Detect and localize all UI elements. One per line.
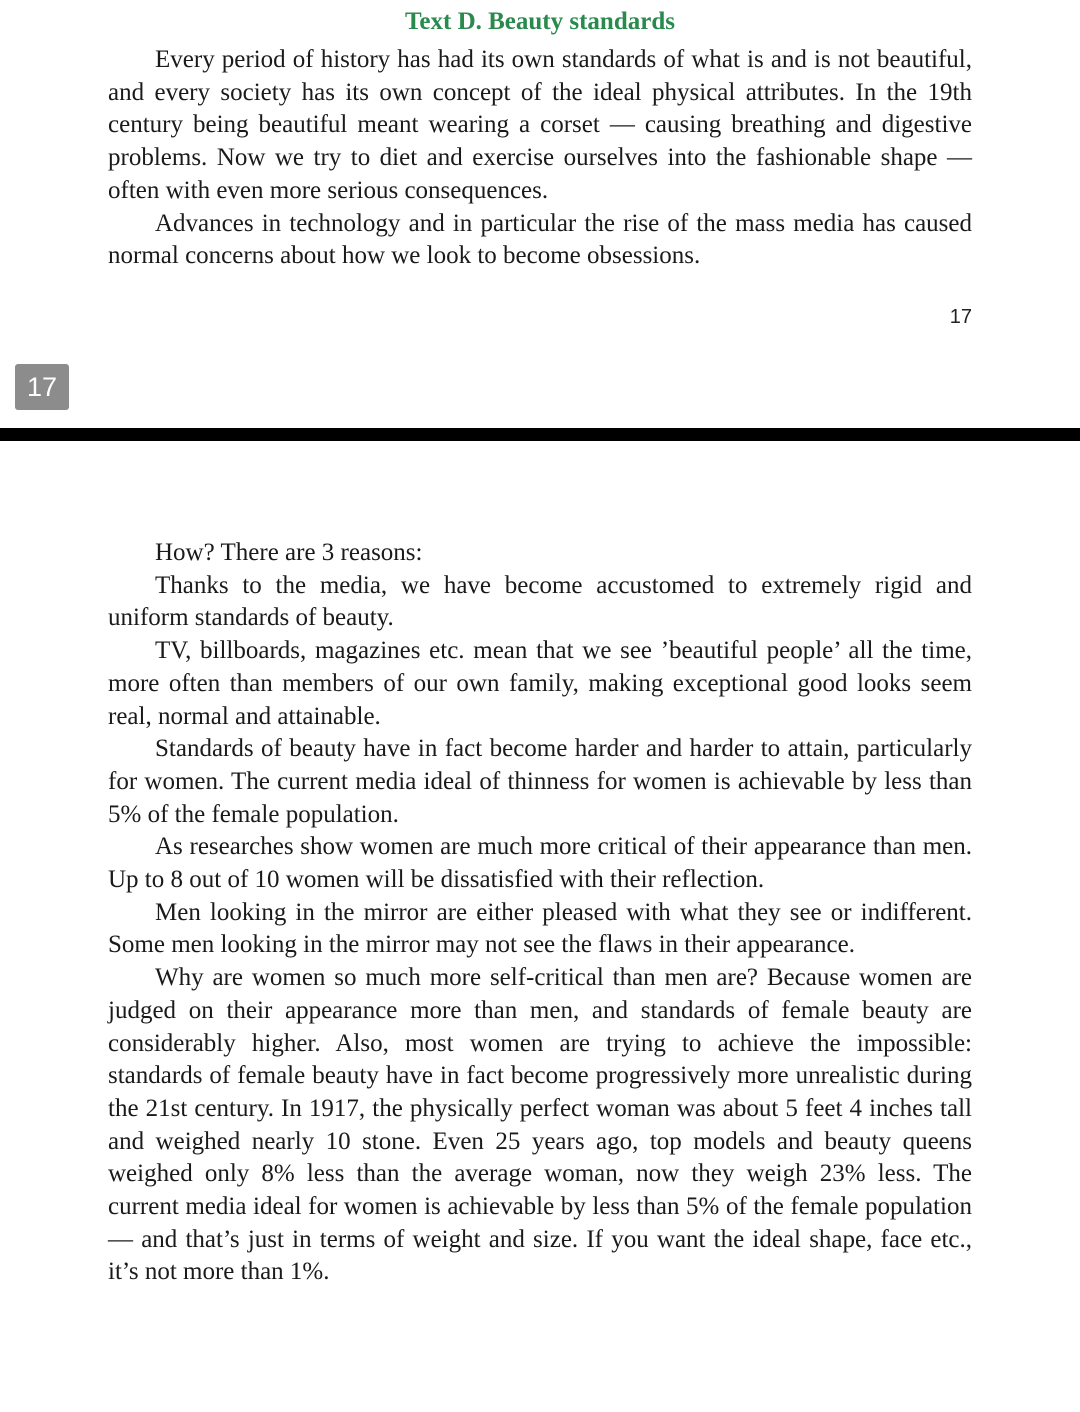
page-number: 17 [949, 306, 972, 328]
paragraph: As researches show women are much more critical of their appearance than men. Up to 8 out of 10 women will be dissatisfied with their reflection. [108, 833, 972, 894]
page-badge: 17 [15, 364, 69, 410]
paragraph: Every period of history has had its own standards of what is and is not beautiful, and every society has its own concept of the ideal physical attributes. In the 19th century being beautiful meant wearing a corset — causing breathing and digestive problems. Now we try to diet and exercise ourselves into the fashionable shape — often with even more serious consequences. [108, 46, 972, 204]
page-title: Text D. Beauty standards [405, 8, 675, 35]
paragraph: Standards of beauty have in fact become harder and harder to attain, particularly for women. The current media ideal of thinness for women is achievable by less than 5% of the female population. [108, 735, 972, 828]
paragraph: Thanks to the media, we have become accustomed to extremely rigid and uniform standards of beauty. [108, 571, 972, 632]
paragraph: Men looking in the mirror are either pleased with what they see or indifferent. Some men looking in the mirror may not see the flaws in their appearance. [108, 898, 972, 959]
paragraph: How? There are 3 reasons: [155, 539, 423, 566]
page-divider [0, 428, 1080, 441]
paragraph: Why are women so much more self-critical than men are? Because women are judged on their appearance more than men, and standards of female beauty are considerably higher. Also, most women are trying to achieve the impossible: standards of female beauty have in fact become progressively more unrealistic during the 21st century. In 1917, the physically perfect woman was about 5 feet 4 inches tall and weighed nearly 10 stone. Even 25 years ago, top models and beauty queens weighed only 8% less than the average woman, now they weigh 23% less. The current media ideal for women is achievable by less than 5% of the female population — and that’s just in terms of weight and size. If you want the ideal shape, face etc., it’s not more than 1%. [108, 964, 972, 1286]
top-page [108, 0, 972, 273]
bottom-page [108, 537, 972, 1289]
paragraph: TV, billboards, magazines etc. mean that we see ’beautiful people’ all the time, more often than members of our own family, making exceptional good looks seem real, normal and attainable. [108, 637, 972, 730]
paragraph: Advances in technology and in particular the rise of the mass media has caused normal concerns about how we look to become obsessions. [108, 209, 972, 270]
